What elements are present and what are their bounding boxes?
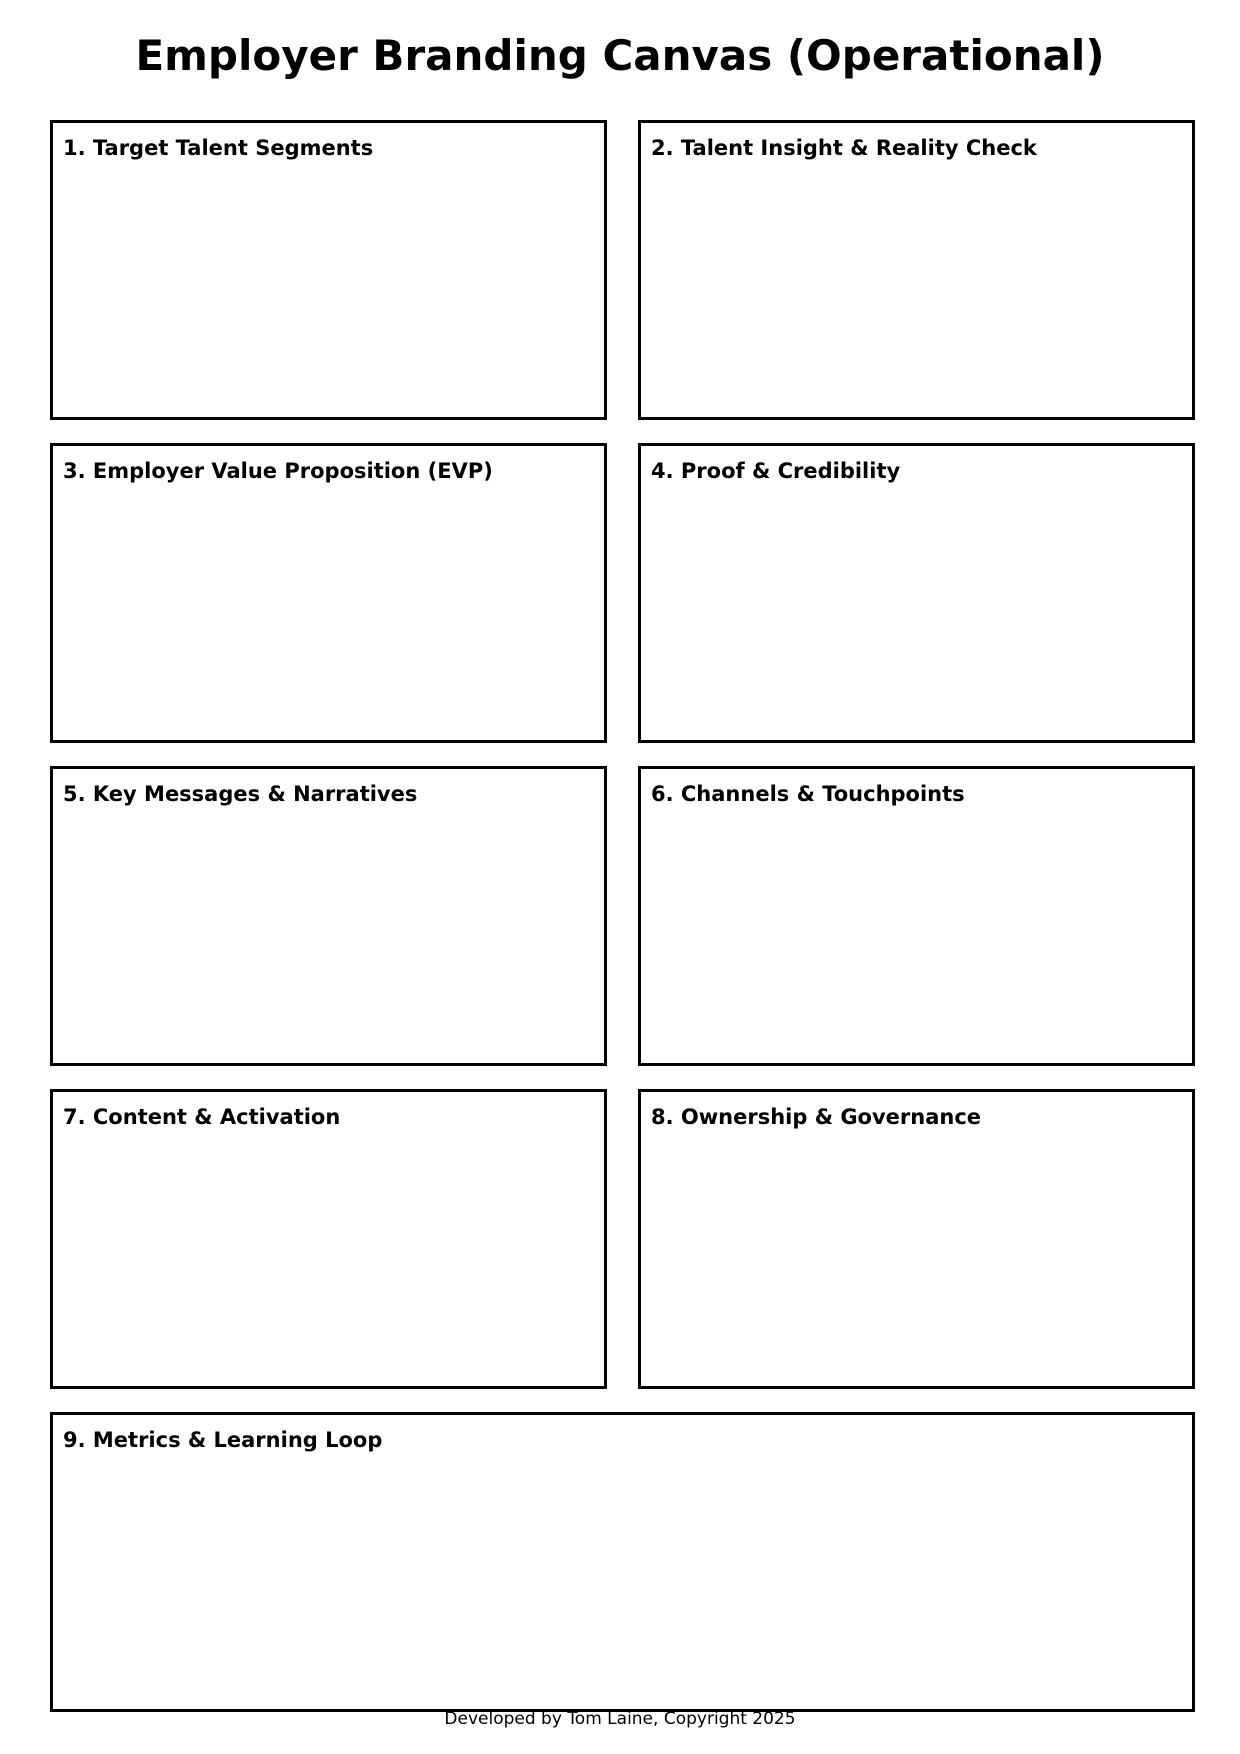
section-label: 2. Talent Insight & Reality Check [651,136,1037,160]
canvas-section-content-activation[interactable] [50,1089,607,1389]
canvas-section-channels-touchpoints[interactable] [638,766,1195,1066]
section-label: 8. Ownership & Governance [651,1105,982,1129]
page-title: Employer Branding Canvas (Operational) [135,31,1105,80]
canvas-section-key-messages[interactable] [50,766,607,1066]
canvas-section-proof-credibility[interactable] [638,443,1195,743]
section-label: 6. Channels & Touchpoints [651,782,965,806]
section-label: 7. Content & Activation [63,1105,341,1129]
footer-credit: Developed by Tom Laine, Copyright 2025 [444,1709,796,1729]
canvas-section-talent-insight[interactable] [638,120,1195,420]
section-label: 3. Employer Value Proposition (EVP) [63,459,493,483]
section-label: 1. Target Talent Segments [63,136,374,160]
section-label: 4. Proof & Credibility [651,459,901,483]
canvas-section-target-talent-segments[interactable] [50,120,607,420]
canvas-section-metrics-learning[interactable] [50,1412,1195,1712]
canvas-section-ownership-governance[interactable] [638,1089,1195,1389]
canvas-section-evp[interactable] [50,443,607,743]
section-label: 5. Key Messages & Narratives [63,782,418,806]
section-label: 9. Metrics & Learning Loop [63,1428,383,1452]
